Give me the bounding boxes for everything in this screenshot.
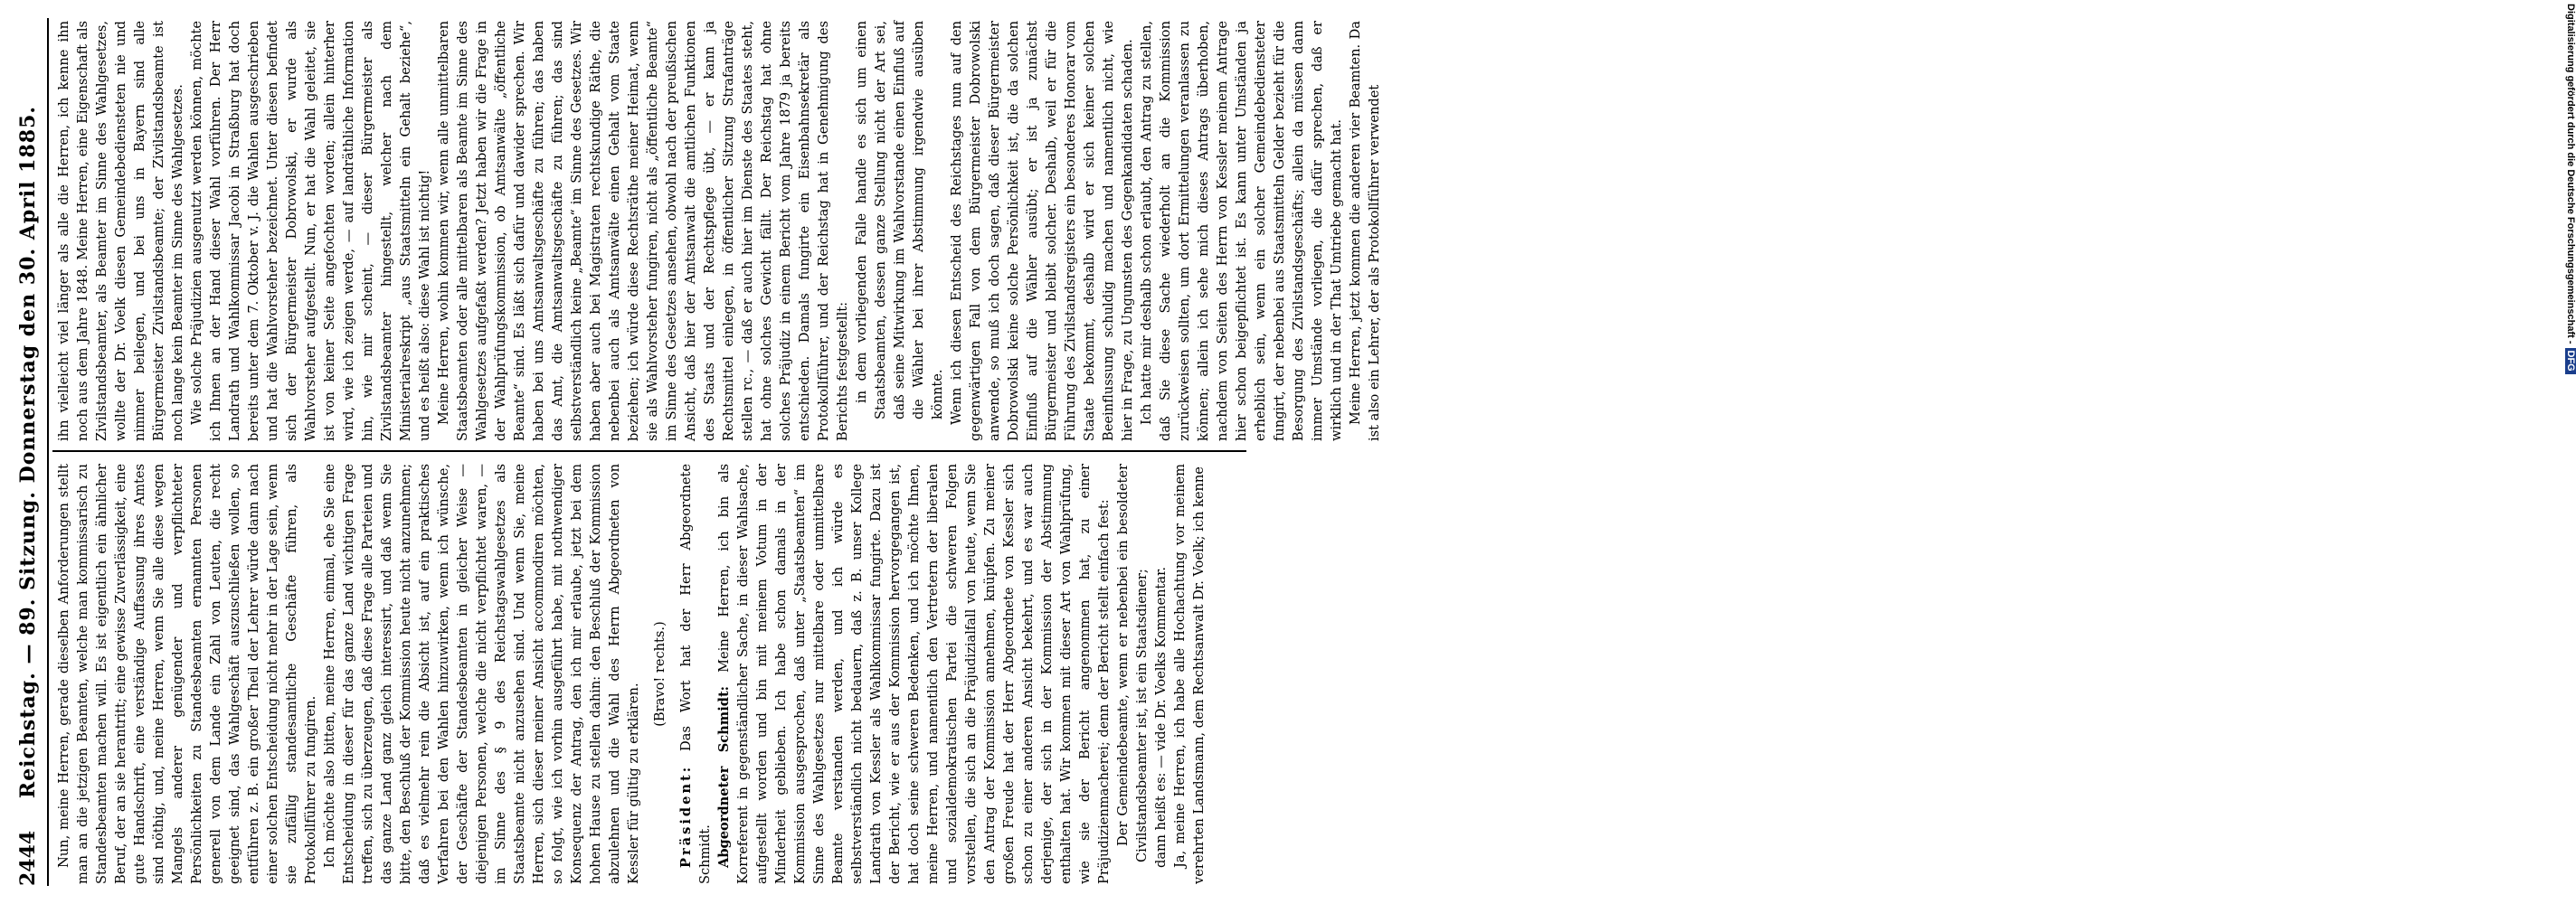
- dfg-logo: DFG: [2565, 348, 2576, 374]
- paragraph: Wenn ich diesen Entscheid des Reichstages nun auf den gegenwärtigen Fall von dem Bürgermeister Dobrowolski anwende, so muß ich doch sagen, daß dieser Bürgermeister Dobrowolski keine solche Persönlichkeit ist, die da solchen Einfluß auf die Wähler ausübt; er ist ja zunächst Bürgermeister und bleibt solcher. Deshalb, weil er für die Führung des Zivilstandsregisters ein besonderes Honorar vom Staate bekommt, deshalb wird er sich keiner solchen Beeinflussung schuldig machen und namentlich nicht, wie hier in Frage, zu Ungunsten des Gegenkandidaten schaden.: [949, 21, 1135, 441]
- speaker-label: Präsident:: [678, 764, 694, 868]
- running-head: Reichstag. — 89. Sitzung. Donnerstag den 30. April 1885.: [16, 105, 40, 799]
- speaker-label: Abgeordneter Schmidt:: [716, 685, 732, 868]
- paragraph: Ich möchte also bitten, meine Herren, einmal, ehe Sie eine Entscheidung in dieser für das ganze Land wichtigen Frage treffen, sich zu überzeugen, daß diese Frage alle Parteien und das ganze Land ganz gleich interessirt, und daß wenn Sie bitte, den Beschluß der Kommission heute nicht anzunehmen; daß es vielmehr rein die Absicht ist, auf ein praktisches Verfahren bei den Wahlen hinzuwirken, wenn ich wünsche, der Geschäfte der Standesbeamten in gleicher Weise — diejenigen Personen, welche die nicht verpflichtet waren, — im Sinne des § 9 des Reichstagswahlgesetzes als Staatsbeamte nicht anzusehen sind. Und wenn Sie, meine Herren, sich dieser meiner Ansicht accommodiren möchten, so folgt, wie ich vorhin ausgeführt habe, mit nothwendiger Konsequenz der Antrag, den ich mir erlaube, jetzt bei dem hohen Hause zu stellen dahin: den Beschluß der Kommission abzulehnen und die Wahl des Herrn Abgeordneten von Kessler für gültig zu erklären.: [322, 464, 641, 884]
- paragraph: Meine Herren, wohin kommen wir, wenn alle unmittelbaren Staatsbeamten oder alle mittelbaren als Beamte im Sinne des Wahlgesetzes aufgefaßt werden? Jetzt haben wir die Frage in der Wahlprüfungskommission, ob Amtsanwälte „öffentliche Beamte“ sind. Es läßt sich dafür und dawider sprechen. Wir haben bei uns Amtsanwaltsgeschäfte zu führen; das haben das Amt, die Amtsanwaltsgeschäfte zu führen; das sind selbstverständlich keine „Beamte“ im Sinne des Gesetzes. Wir haben aber auch bei Magistraten rechtskundige Räthe, die nebenbei auch als Amtsanwälte einen Gehalt vom Staate beziehen; ich würde diese Rechtsräthe meiner Heimat, wenn sie als Wahlvorsteher fungiren, nicht als „öffentliche Beamte“ im Sinne des Gesetzes ansehen, obwohl nach der preußischen Ansicht, daß hier der Amtsanwalt die amtlichen Funktionen des Staats und der Rechtspflege übt, — er kann ja Rechtsmittel einlegen, in öffentlicher Sitzung Strafanträge stellen rc., — daß er auch hier im Dienste des Staates steht, hat ohne solches Gewicht fällt. Der Reichstag hat ohne solches Präjudiz in einem Bericht vom Jahre 1879 ja bereits entschieden. Damals fungirte ein Eisenbahnsekretär als Protokollführer, und der Reichstag hat in Genehmigung des Berichts festgestellt:: [436, 21, 850, 441]
- speech-text: Das Wort hat der Herr Abgeordnete Schmidt.: [678, 464, 713, 884]
- paragraph: [715, 464, 1113, 884]
- page-number: 2444: [16, 830, 40, 886]
- paragraph: [677, 464, 715, 884]
- quotation: in dem vorliegenden Falle handle es sich um einen Staatsbeamten, dessen ganze Stellung nicht der Art sei, daß seine Mitwirkung im Wahlvorstande einen Einfluß auf die Wähler bei ihrer Abstimmung irgendwie ausüben könnte.: [854, 21, 945, 419]
- paragraph: ihn vielleicht viel länger als alle die Herren, ich kenne ihn noch aus dem Jahre 1848. Meine Herren, eine Eigenschaft als Zivilstandsbeamter, als Beamter im Sinne des Wahlgesetzes, wollte der Dr. Voelk diesen Gemeindebediensteten nie und nimmer beilegen, und bei uns in Bayern sind alle Bürgermeister Zivilstandsbeamte; der Zivilstandsbeamte ist noch lange kein Beamter im Sinne des Wahlgesetzes.: [56, 21, 185, 441]
- speech-text: Meine Herren, ich bin als Korreferent in gegenständlicher Sache, in dieser Wahlsache, aufgestellt worden und bin mit meinem Votum in der Minderheit geblieben. Ich habe schon damals in der Kommission ausgesprochen, daß unter „Staatsbeamten“ im Sinne des Wahlgesetzes nur mittelbare oder unmittelbare Beamte verstanden werden, und ich würde es selbstverständlich nicht bedauern, daß z. B. unser Kollege Landrath von Kessler als Wahlkommissar fungirte. Dazu ist der Bericht, wie er aus der Kommission hervorgegangen ist, hat doch seine schweren Bedenken, und ich möchte Ihnen, meine Herren, und namentlich den Vertretern der liberalen und sozialdemokratischen Partei die schweren Folgen vorstellen, die sich an die Präjudizialfall von heute, wenn Sie den Antrag der Kommission annehmen, knüpfen. Zu meiner großen Freude hat der Herr Abgeordnete von Kessler sich schon zu einer anderen Ansicht bekehrt, und es war auch derjenige, der sich in der Kommission der Abstimmung enthalten hat. Wir kommen mit dieser Art von Wahlprüfung, wie sie der Bericht angenommen hat, zu einer Präjudizienmacherei; denn der Bericht stellt einfach fest:: [716, 464, 1112, 884]
- right-column: [54, 21, 1382, 441]
- paragraph: Ja, meine Herren, ich habe alle Hochachtung vor meinem verehrten Landsmann, dem Rechtsanwalt Dr. Voelk; ich kenne: [1172, 464, 1207, 884]
- paragraph: Nun, meine Herren, gerade dieselben Anforderungen stellt man an die jetzigen Beamten, welche man kommissarisch zu Standesbeamten machen will. Es ist eigentlich ein ähnlicher Beruf, der an sie herantritt; eine gewisse Zuverlässigkeit, eine gute Handschrift, eine verständige Auffassung ihres Amtes sind nöthig, und, meine Herren, wenn Sie alle diese wegen Mangels anderer genügender und verpflichteter Persönlichkeiten zu Standesbeamten ernannten Personen generell von dem Lande ein Zahl von Leuten, die recht geeignet sind, das Wahlgeschäft auszuschließen wollen, so entführen z. B. ein großer Theil der Lehrer würde dann nach einer solchen Entscheidung nicht mehr in der Lage sein, wenn sie zufällig standesamtliche Geschäfte führen, als Protokollführer zu fungiren.: [56, 464, 318, 884]
- paragraph: Ich hatte mir deshalb schon erlaubt, den Antrag zu stellen, daß Sie diese Sache wiederholt an die Kommission zurückweisen sollten, um dort Ermittelungen veranlassen zu können; allein ich sehe mich dieses Antrags überhoben, nachdem von Seiten des Herrn von Kessler meinem Antrage hier schon beigepflichtet ist. Es kann unter Umständen ja erheblich sein, wenn ein solcher Gemeindebediensteter fungirt, der nebenbei aus Staatsmitteln Gelder bezieht für die Besorgung des Zivilstandsgeschäfts; allein da müssen dann immer Umstände vorliegen, die dafür sprechen, daß er wirklich und in der That Umtriebe gemacht hat.: [1139, 21, 1344, 441]
- left-column: [54, 464, 1248, 884]
- applause-note: (Bravo! rechts.): [652, 621, 668, 727]
- dfg-note-text: Digitalisierung gefördert durch die Deutsche Forschungsgemeinschaft -: [2565, 4, 2576, 344]
- paragraph: dann heißt es: — vide Dr. Voelks Kommentar.: [1153, 566, 1169, 868]
- paragraph: Wie solche Präjudizien ausgenutzt werden können, möchte ich Ihnen an der Hand dieser Wahl vorführen. Der Herr Landrath und Wahlkommissar Jacobi in Straßburg hat doch bereits unter dem 7. Oktober v. J. die Wahlen ausgeschrieben und hat die Wahlvorsteher bezeichnet. Unter diesen befindet sich der Bürgermeister Dobrowolski, er wurde als Wahlvorsteher aufgestellt. Nun, er hat die Wahl geleitet, sie ist von keiner Seite angefochten worden; allein hinterher wird, wie ich zeigen werde, — auf landräthliche Information hin, wie mir scheint, — dieser Bürgermeister als Zivilstandsbeamter hingestellt, welcher nach dem Ministerialreskript „aus Staatsmitteln ein Gehalt beziehe“, und es heißt also: diese Wahl ist nichtig!: [189, 21, 432, 441]
- dfg-note: [2565, 4, 2576, 899]
- page-header: [9, 18, 45, 886]
- quotation: Der Gemeindebeamte, wenn er nebenbei ein besoldeter Civilstandsbeamter ist, ist ein Staatsdiener;: [1115, 464, 1150, 862]
- column-divider: [52, 451, 1246, 453]
- paragraph: Meine Herren, jetzt kommen die anderen vier Beamten. Da ist also ein Lehrer, der als Protokollführer verwendet: [1348, 21, 1382, 441]
- header-rule: [47, 18, 49, 886]
